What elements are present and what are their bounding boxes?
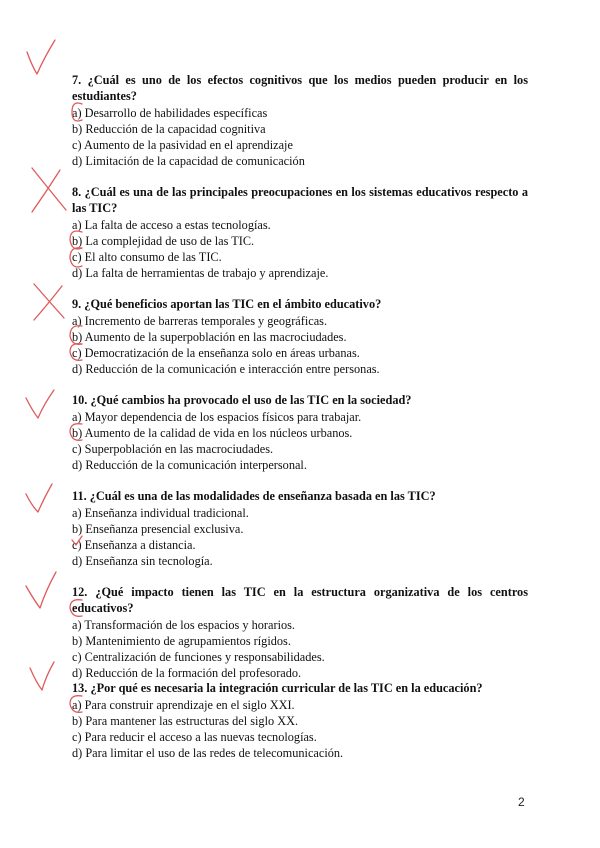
option-d: d) Reducción de la formación del profesorado.: [72, 666, 302, 680]
question-10: [72, 392, 528, 473]
option-a: a) Desarrollo de habilidades específicas: [72, 106, 268, 120]
question-title: 11. ¿Cuál es una de las modalidades de enseñanza basada en las TIC?: [72, 489, 436, 503]
cross-mark-icon: [32, 168, 66, 212]
option-a: a) Mayor dependencia de los espacios físicos para trabajar.: [72, 410, 362, 424]
option-list: [72, 409, 528, 473]
option-b: b) Aumento de la calidad de vida en los núcleos urbanos.: [72, 426, 353, 440]
option-b: b) Enseñanza presencial exclusiva.: [72, 522, 244, 536]
option-b: b) Aumento de la superpoblación en las macrociudades.: [72, 330, 347, 344]
option-list: [72, 217, 528, 281]
option-b: b) Reducción de la capacidad cognitiva: [72, 122, 266, 136]
question-9: [72, 296, 528, 377]
question-title: 13. ¿Por qué es necesaria la integración curricular de las TIC en la educación?: [72, 681, 483, 695]
option-list: [72, 697, 528, 761]
option-a: a) Enseñanza individual tradicional.: [72, 506, 249, 520]
checkmark-icon: [26, 484, 52, 512]
option-d: d) Reducción de la comunicación interpersonal.: [72, 458, 307, 472]
option-c: c) Centralización de funciones y responsabilidades.: [72, 650, 325, 664]
option-c: c) El alto consumo de las TIC.: [72, 250, 222, 264]
question-title: 12. ¿Qué impacto tienen las TIC en la estructura organizativa de los centros educativos?: [72, 585, 528, 615]
option-d: d) Para limitar el uso de las redes de telecomunicación.: [72, 746, 344, 760]
option-d: d) La falta de herramientas de trabajo y aprendizaje.: [72, 266, 329, 280]
question-title: 7. ¿Cuál es uno de los efectos cognitivos que los medios pueden producir en los estudiantes?: [72, 73, 528, 103]
option-b: b) Mantenimiento de agrupamientos rígidos.: [72, 634, 291, 648]
question-title: 9. ¿Qué beneficios aportan las TIC en el ámbito educativo?: [72, 297, 382, 311]
option-d: d) Enseñanza sin tecnología.: [72, 554, 213, 568]
checkmark-icon: [30, 662, 54, 690]
question-title: 10. ¿Qué cambios ha provocado el uso de las TIC en la sociedad?: [72, 393, 412, 407]
option-list: [72, 313, 528, 377]
question-13: [72, 680, 528, 761]
option-a: a) Incremento de barreras temporales y geográficas.: [72, 314, 328, 328]
checkmark-icon: [27, 40, 55, 74]
option-d: d) Reducción de la comunicación e interacción entre personas.: [72, 362, 380, 376]
option-d: d) Limitación de la capacidad de comunicación: [72, 154, 305, 168]
question-12: [72, 584, 528, 681]
option-c: c) Democratización de la enseñanza solo en áreas urbanas.: [72, 346, 360, 360]
option-list: [72, 617, 528, 681]
option-a: a) Transformación de los espacios y horarios.: [72, 618, 296, 632]
option-c: c) Enseñanza a distancia.: [72, 538, 196, 552]
option-list: [72, 105, 528, 169]
option-a: a) La falta de acceso a estas tecnologías.: [72, 218, 271, 232]
option-list: [72, 505, 528, 569]
option-c: c) Aumento de la pasividad en el aprendizaje: [72, 138, 293, 152]
cross-mark-icon: [34, 284, 64, 320]
question-8: [72, 184, 528, 281]
question-title: 8. ¿Cuál es una de las principales preocupaciones en los sistemas educativos respecto a las TIC?: [72, 185, 528, 215]
option-c: c) Para reducir el acceso a las nuevas tecnologías.: [72, 730, 317, 744]
option-c: c) Superpoblación en las macrociudades.: [72, 442, 274, 456]
question-11: [72, 488, 528, 569]
question-7: [72, 72, 528, 169]
option-b: b) Para mantener las estructuras del siglo XX.: [72, 714, 299, 728]
checkmark-icon: [26, 390, 54, 418]
option-a: a) Para construir aprendizaje en el siglo XXI.: [72, 698, 295, 712]
checkmark-icon: [26, 572, 56, 608]
page-number: 2: [518, 795, 525, 809]
option-b: b) La complejidad de uso de las TIC.: [72, 234, 255, 248]
